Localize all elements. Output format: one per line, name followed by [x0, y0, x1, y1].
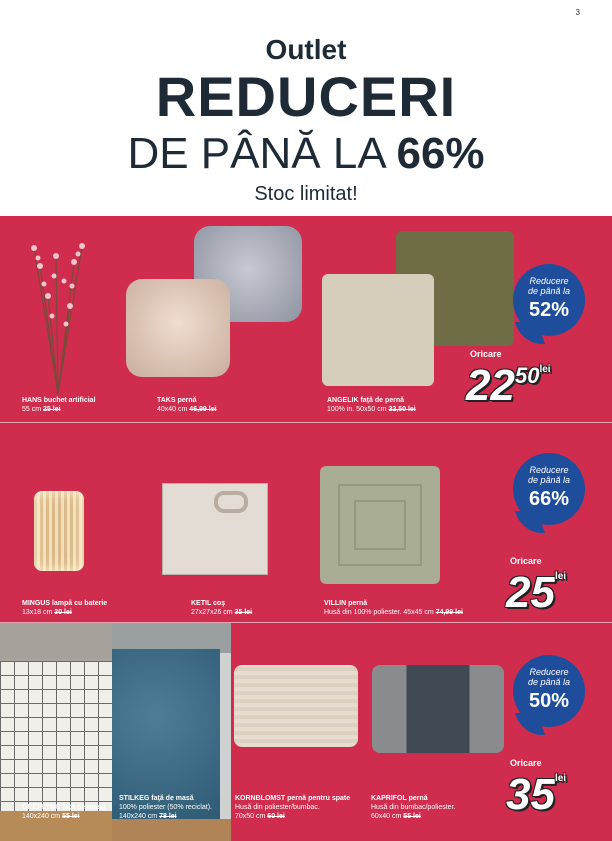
- product-caption-angelik: ANGELIK faţă de pernă 100% in. 50x50 cm 32,50 lei: [327, 397, 416, 413]
- bubble-percent: 52%: [528, 299, 570, 321]
- discount-bubble-3: [513, 655, 585, 727]
- bubble-line2: de până la: [527, 677, 571, 687]
- bubble-line2: de până la: [527, 286, 571, 296]
- header-subtitle-value: 66%: [396, 129, 485, 178]
- oricare-label-2: Oricare: [510, 556, 542, 566]
- hans-bouquet-image: [26, 236, 90, 396]
- price-currency: lei: [554, 773, 567, 784]
- product-caption-kornblomst: KORNBLOMST pernă pentru spate Husă din poliester/bumbac. 70x50 cm 60 lei: [235, 795, 351, 820]
- villin-pillow-image: [320, 466, 440, 584]
- discount-bubble-1: [513, 264, 585, 336]
- bubble-line1: Reducere: [529, 276, 569, 286]
- page-header: [0, 0, 612, 216]
- price-int: 22: [466, 361, 515, 410]
- bubble-percent: 66%: [528, 488, 570, 510]
- header-subtitle: [0, 129, 612, 179]
- price-int: 35: [506, 770, 555, 819]
- price-int: 25: [506, 568, 555, 617]
- mingus-lamp-image: [34, 491, 84, 571]
- price-2: [506, 568, 567, 617]
- product-caption-ketil: KETIL coş 27x27x26 cm 35 lei: [191, 600, 253, 616]
- kaprifol-pillow-image: [372, 665, 504, 753]
- page-number: 3: [575, 8, 580, 17]
- header-stock: Stoc limitat!: [254, 183, 358, 205]
- product-caption-villin: VILLIN pernă Husă din 100% poliester. 45x45 cm 74,99 lei: [324, 600, 463, 616]
- price-3: [506, 770, 567, 819]
- oricare-label-3: Oricare: [510, 758, 542, 768]
- header-subtitle-prefix: DE PÂNĂ LA: [127, 129, 397, 178]
- bubble-percent: 50%: [528, 690, 570, 712]
- price-currency: lei: [554, 571, 567, 582]
- offer-section-1: [0, 216, 612, 422]
- product-caption-mingus: MINGUS lampă cu baterie 13x18 cm 30 lei: [22, 600, 108, 616]
- product-caption-greplyng: GREPLYNG faţă de masă 140x240 cm 55 lei: [22, 804, 105, 820]
- discount-bubble-2: [513, 453, 585, 525]
- taks-pillow-beige-image: [126, 279, 230, 377]
- bubble-line1: Reducere: [529, 465, 569, 475]
- offer-section-2: [0, 423, 612, 622]
- angelik-pillow-cream-image: [322, 274, 434, 386]
- price-dec: 50: [514, 363, 540, 388]
- bubble-line2: de până la: [527, 475, 571, 485]
- price-1: [466, 361, 551, 410]
- oricare-label-1: Oricare: [470, 349, 502, 359]
- product-caption-stilkeg: STILKEG faţă de masă 100% poliester (50% reciclat). 140x240 cm 78 lei: [119, 795, 212, 820]
- product-caption-taks: TAKS pernă 40x40 cm 46,99 lei: [157, 397, 217, 413]
- kornblomst-pillow-image: [234, 665, 358, 747]
- header-title: REDUCERI: [155, 65, 457, 128]
- price-currency: lei: [539, 364, 551, 375]
- product-caption-hans: HANS buchet artificial 55 cm 25 lei: [22, 397, 96, 413]
- header-outlet: Outlet: [265, 34, 347, 65]
- bubble-line1: Reducere: [529, 667, 569, 677]
- product-caption-kaprifol: KAPRIFOL pernă Husă din bumbac/poliester. 60x40 cm 55 lei: [371, 795, 456, 820]
- offer-section-3: [231, 623, 612, 841]
- ketil-basket-handle: [214, 491, 248, 513]
